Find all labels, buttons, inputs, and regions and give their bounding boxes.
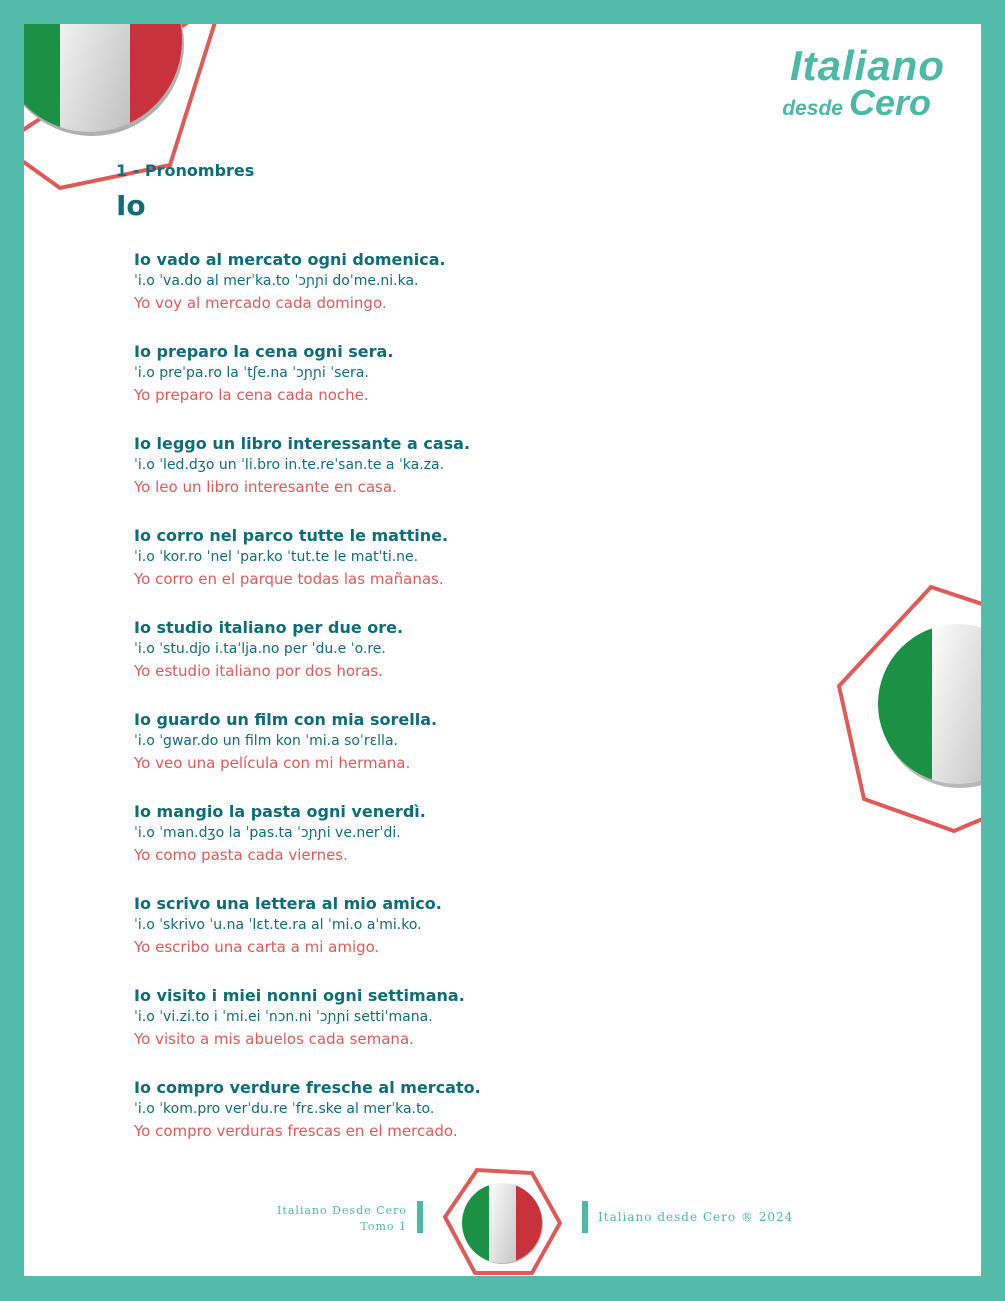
ipa-transcription: ˈi.o ˈled.dʒo un ˈli.bro in.te.reˈsan.te a ˈka.za. bbox=[134, 457, 445, 473]
spanish-translation: Yo escribo una carta a mi amigo. bbox=[134, 938, 380, 956]
phrase-entry bbox=[134, 248, 834, 340]
section-label: 1 - Pronombres bbox=[116, 161, 255, 180]
phrase-entry bbox=[134, 524, 834, 616]
italian-flag-badge-right bbox=[836, 584, 981, 834]
phrase-entry bbox=[134, 892, 834, 984]
italian-sentence: Io studio italiano per due ore. bbox=[134, 618, 404, 637]
phrase-entry bbox=[134, 984, 834, 1076]
spanish-translation: Yo corro en el parque todas las mañanas. bbox=[134, 570, 444, 588]
brand-logo-line2a: desde bbox=[782, 96, 843, 120]
italian-sentence: Io scrivo una lettera al mio amico. bbox=[134, 894, 442, 913]
italian-sentence: Io leggo un libro interessante a casa. bbox=[134, 434, 471, 453]
spanish-translation: Yo preparo la cena cada noche. bbox=[134, 386, 369, 404]
spanish-translation: Yo compro verduras frescas en el mercado. bbox=[134, 1122, 458, 1140]
spanish-translation: Yo visito a mis abuelos cada semana. bbox=[134, 1030, 414, 1048]
ipa-transcription: ˈi.o ˈstu.djo i.taˈlja.no per ˈdu.e ˈo.re. bbox=[134, 641, 386, 657]
footer-book-info bbox=[277, 1203, 407, 1235]
italian-sentence: Io visito i miei nonni ogni settimana. bbox=[134, 986, 465, 1005]
page bbox=[24, 24, 981, 1276]
ipa-transcription: ˈi.o ˈskrivo ˈu.na ˈlɛt.te.ra al ˈmi.o aˈmi.ko. bbox=[134, 917, 422, 933]
page-heading: Io bbox=[116, 189, 146, 222]
italian-sentence: Io mangio la pasta ogni venerdì. bbox=[134, 802, 426, 821]
ipa-transcription: ˈi.o ˈva.do al merˈka.to ˈɔɲɲi doˈme.ni.ka. bbox=[134, 273, 419, 289]
ipa-transcription: ˈi.o ˈkor.ro ˈnel ˈpar.ko ˈtut.te le matˈti.ne. bbox=[134, 549, 419, 565]
italian-sentence: Io guardo un film con mia sorella. bbox=[134, 710, 438, 729]
footer-copyright: Italiano desde Cero ® 2024 bbox=[598, 1210, 794, 1224]
spanish-translation: Yo estudio italiano por dos horas. bbox=[134, 662, 383, 680]
spanish-translation: Yo leo un libro interesante en casa. bbox=[134, 478, 397, 496]
footer-volume: Tomo 1 bbox=[360, 1220, 407, 1233]
phrase-list bbox=[134, 248, 834, 1168]
phrase-entry bbox=[134, 800, 834, 892]
italian-sentence: Io corro nel parco tutte le mattine. bbox=[134, 526, 449, 545]
spanish-translation: Yo veo una película con mi hermana. bbox=[134, 754, 411, 772]
ipa-transcription: ˈi.o ˈvi.zi.to i ˈmi.ei ˈnɔn.ni ˈɔɲɲi settiˈmana. bbox=[134, 1009, 433, 1025]
italian-sentence: Io preparo la cena ogni sera. bbox=[134, 342, 394, 361]
footer-book-title: Italiano Desde Cero bbox=[277, 1204, 407, 1217]
ipa-transcription: ˈi.o ˈgwar.do un film kon ˈmi.a soˈrɛlla. bbox=[134, 733, 398, 749]
phrase-entry bbox=[134, 340, 834, 432]
phrase-entry bbox=[134, 708, 834, 800]
ipa-transcription: ˈi.o ˈkom.pro verˈdu.re ˈfrɛ.ske al merˈka.to. bbox=[134, 1101, 435, 1117]
spanish-translation: Yo como pasta cada viernes. bbox=[134, 846, 348, 864]
italian-sentence: Io compro verdure fresche al mercato. bbox=[134, 1078, 481, 1097]
brand-logo-line1: Italiano bbox=[789, 42, 945, 89]
phrase-entry bbox=[134, 1076, 834, 1168]
phrase-entry bbox=[134, 616, 834, 708]
ipa-transcription: ˈi.o ˈman.dʒo la ˈpas.ta ˈɔɲɲi ve.nerˈdi. bbox=[134, 825, 401, 841]
brand-logo-line2b: Cero bbox=[848, 81, 931, 123]
footer-divider-left bbox=[417, 1201, 423, 1233]
brand-logo bbox=[782, 42, 945, 123]
spanish-translation: Yo voy al mercado cada domingo. bbox=[134, 294, 387, 312]
italian-sentence: Io vado al mercato ogni domenica. bbox=[134, 250, 446, 269]
footer-divider-right bbox=[582, 1201, 588, 1233]
italian-flag-badge-footer bbox=[437, 1167, 567, 1276]
ipa-transcription: ˈi.o preˈpa.ro la ˈtʃe.na ˈɔɲɲi ˈsera. bbox=[134, 365, 369, 381]
phrase-entry bbox=[134, 432, 834, 524]
